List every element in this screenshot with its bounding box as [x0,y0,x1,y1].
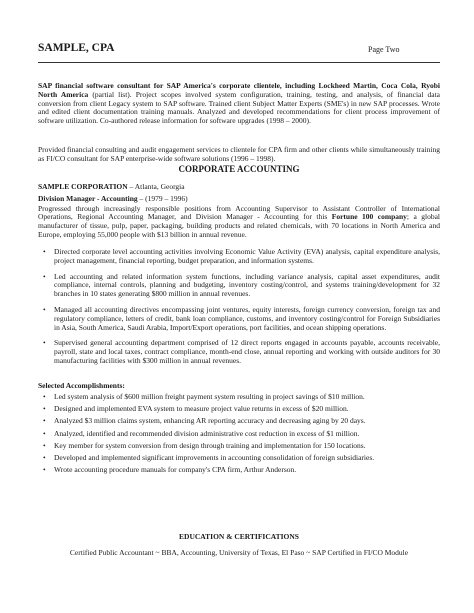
position-dates: – (1979 – 1996) [137,193,188,203]
list-item-text: Led system analysis of $600 million freight payment system resulting in project savings of $10 million. [54,392,365,401]
section-title-corporate: CORPORATE ACCOUNTING [178,164,300,174]
bullet-icon: • [43,247,46,256]
list-item [38,430,440,439]
list-item [38,454,440,463]
list-item [38,466,440,475]
bullet-icon: • [43,440,46,450]
list-item [38,417,440,426]
list-item [38,393,440,402]
bullet-icon: • [43,416,46,426]
list-item-text: Supervised general accounting department comprised of 12 direct reports engaged in accounts payable, accounts receivable, payroll, state and local taxes, contract compliance, month-end close, annual reporting and working with outside auditors for 30 manufacturing facilities with $300 million in annual revenues. [54,338,440,365]
list-item-text: Developed and implemented significant improvements in accounting consolidation of foreign subsidiaries. [54,452,375,462]
employer-block [38,183,440,240]
company-location: – Atlanta, Georgia [127,182,185,191]
bullet-icon: • [43,392,46,401]
education-line: Certified Public Accountant ~ BBA, Accounting, University of Texas, El Paso ~ SAP Certified in FI/CO Module [69,548,409,557]
header-rule [38,62,440,63]
list-item-text: Analyzed, identified and recommended division administrative cost reduction in excess of $1 million. [54,428,360,438]
list-item-text: Led accounting and related information system functions, including variance analysis, capital asset expenditures, audit compliance, internal controls, planning and budgeting, inventory costing/control, and systems training/development for 32 branches in 10 states generating $800 million in annual revenues. [54,271,440,299]
intro-paragraph-2: Provided financial consulting and audit engagement services to clientele for CPA firm and other clients while simultaneously training as FI/CO consultant for SAP enterprise-wide software solutions (1996 – 1998). [38,145,440,163]
summary-part-a: Progressed through increasingly responsible positions from Accounting Supervisor to Assistant Controller of International Operations, Regional Accounting Manager, and Division Manager - Accounting for this [38,203,440,222]
list-item [38,273,440,299]
company-name: SAMPLE CORPORATION [38,182,128,191]
bullet-icon: • [43,465,46,475]
list-item [38,442,440,451]
intro-bold-lead: SAP financial software consultant for SAP America's corporate clientele, including Lockheed Martin, Coca Cola, Ryobi North America [38,81,440,99]
bullet-icon: • [43,304,46,314]
summary-bold: Fortune 100 company [331,212,407,222]
summary-part-b: ; a global manufacturer of tissue, pulp, paper, packaging, building products and related chemicals, with 70 locations in North America and Europe, employing 55,000 people with $13 billion in annual revenue. [38,212,441,239]
responsibility-list [38,248,440,373]
list-item-text: Analyzed $3 million claims system, enhancing AR reporting accuracy and decreasing aging by 20 days. [54,416,366,426]
candidate-name: SAMPLE, CPA [38,42,115,54]
position-title: Division Manager - Accounting [38,193,138,203]
list-item-text: Managed all accounting directives encompassing joint ventures, equity interests, foreign currency conversion, foreign tax and regulatory compliance, letters of credit, bank loan compliance, customs, and inventory costing/control for Foreign Subsidiaries in Asia, South America, Saudi Arabia, Import/Export operations, port facilities, and ocean shipping operations. [54,304,440,332]
list-item-text: Wrote accounting procedure manuals for company's CPA firm, Arthur Anderson. [54,465,297,475]
position-line [38,195,440,204]
list-item-text: Key member for system conversion from design through training and implementation for 150 locations. [54,440,366,450]
intro-paragraph-1 [38,82,440,126]
list-item-text: Directed corporate level accounting activities involving Economic Value Activity (EVA) analysis, capital expenditure analysis, project management, financial reporting, budget preparation, and information systems. [54,247,440,265]
list-item-text: Designed and implemented EVA system to measure project value returns in excess of $20 million. [54,404,349,414]
accomplishments-label: Selected Accomplishments: [38,381,125,390]
employer-line [38,183,440,192]
list-item [38,339,440,365]
bullet-icon: • [43,271,46,281]
section-title-education: EDUCATION & CERTIFICATIONS [179,532,299,541]
list-item [38,405,440,414]
position-summary [38,205,440,240]
bullet-icon: • [43,338,46,348]
bullet-icon: • [43,428,46,438]
page-number-label: Page Two [368,45,400,54]
intro-rest: (partial list). Project scopes involved system configuration, training, testing, and analysis, of financial data conversion from client Legacy system to SAP software. Trained client Subject Matter Experts (SME's) in new SAP processes. Wrote and edited client documentation training manuals. Analyzed and developed recommendations for client process improvement of software utilization. Co-authored release information for software upgrades (1998 – 2000). [38,89,441,126]
page-header [38,44,440,58]
bullet-icon: • [43,404,46,414]
accomplishment-list [38,393,440,478]
list-item [38,306,440,332]
bullet-icon: • [43,452,46,462]
list-item [38,248,440,266]
